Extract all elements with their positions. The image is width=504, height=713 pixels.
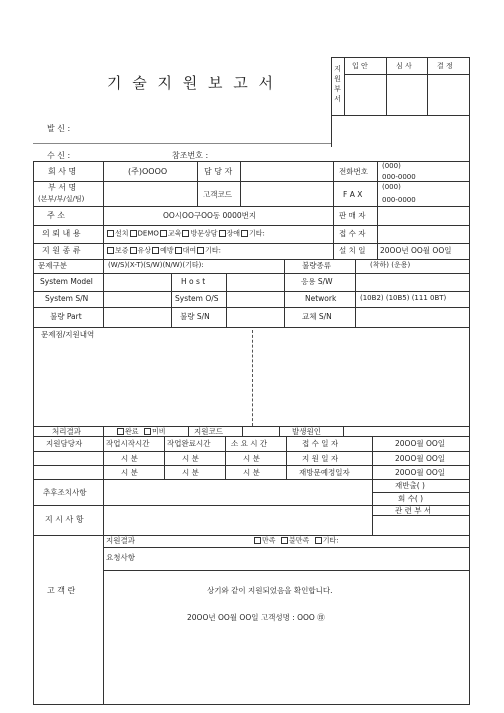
checkbox[interactable] [130, 230, 137, 237]
col-support-staff: 지원담당자 [46, 439, 83, 448]
checkbox[interactable] [175, 247, 182, 254]
option-complete: 완료 [125, 427, 139, 436]
approval-col-draft: 입 안 [352, 62, 368, 70]
checkbox[interactable] [254, 537, 261, 544]
problem-type-value: (W/S)(X-T)(S/W)(N/W)(기타): [108, 261, 204, 269]
confirmation-text: 상기와 같이 지원되었음을 확인합니다. [207, 586, 333, 595]
receiver-label: 수 신 : [47, 151, 71, 160]
system-os-label: System O/S [175, 294, 219, 303]
approval-col-decision: 결 정 [437, 62, 453, 70]
collection-label: 회 수( ) [398, 494, 424, 503]
checkbox[interactable] [107, 247, 114, 254]
host-label: H o s t [181, 277, 206, 286]
option-visit: 방문상담 [190, 229, 218, 238]
phone-value-number: 000-0000 [382, 173, 416, 181]
defect-type-label: 불량종류 [302, 261, 331, 270]
option-unsatisfied: 불만족 [288, 536, 310, 545]
manager-label: 담 당 자 [204, 167, 233, 176]
fax-value-area: (000) [382, 183, 401, 191]
related-dept-label: 관 련 부 서 [395, 506, 432, 515]
problem-type-label: 문제구분 [38, 261, 67, 270]
cause-label: 발생원인 [292, 427, 321, 436]
receipt-date-value: 20OO월 OO일 [395, 439, 446, 448]
support-result-label: 지원결과 [106, 536, 135, 545]
fax-label: F A X [343, 190, 363, 199]
checkbox[interactable] [197, 247, 204, 254]
address-label: 주 소 [47, 211, 65, 220]
option-paid: 유상 [137, 246, 152, 255]
company-name-label: 회 사 명 [48, 167, 77, 176]
revisit-out-label: 재반출( ) [395, 481, 425, 490]
checkbox[interactable] [117, 428, 124, 435]
receiver-field-label: 접 수 자 [339, 229, 366, 238]
install-date-value: 20OO년 OO월 OO일 [380, 246, 452, 255]
checkbox[interactable] [182, 230, 189, 237]
instruction-label: 지 시 사 항 [45, 515, 84, 524]
option-incomplete: 미비 [151, 427, 166, 436]
col-duration: 소 요 시 간 [231, 439, 268, 448]
checkbox[interactable] [152, 247, 159, 254]
install-date-label: 설 치 일 [339, 246, 366, 255]
checkbox[interactable] [241, 230, 248, 237]
duration-unit-2: 시 분 [243, 468, 260, 477]
support-date-value: 20OO월 OO일 [395, 454, 446, 463]
option-other: 기타: [322, 536, 339, 545]
checkbox[interactable] [130, 247, 137, 254]
sender-label: 발 신 : [47, 124, 71, 133]
support-type-options [106, 247, 221, 255]
process-result-label: 처리결과 [52, 427, 81, 436]
checkbox[interactable] [144, 428, 151, 435]
request-options [106, 230, 265, 238]
request-items-label: 요청사항 [106, 553, 135, 562]
reference-number-label: 참조번호 : [172, 151, 209, 160]
option-other: 기타: [249, 229, 265, 238]
phone-value-area: (000) [382, 162, 401, 170]
checkbox[interactable] [281, 537, 288, 544]
company-name-value: (주)OOOO [128, 167, 168, 176]
option-failure: 장애 [226, 229, 241, 238]
approval-col-review: 심 사 [396, 62, 412, 70]
start-time-unit: 시 분 [121, 454, 138, 463]
checkbox[interactable] [160, 230, 167, 237]
defect-part-label: 불량 Part [50, 312, 82, 321]
option-demo: DEMO [137, 229, 159, 238]
page-title: 기 술 지 원 보 고 서 [107, 74, 277, 92]
followup-label: 추후조치사항 [43, 488, 87, 497]
option-other: 기타: [205, 246, 222, 255]
defect-type-value: (착하) (운용) [370, 261, 411, 269]
start-time-unit-2: 시 분 [121, 468, 138, 477]
option-rental: 대여 [182, 246, 197, 255]
system-model-label: System Model [40, 277, 93, 286]
col-end-time: 작업완료시간 [167, 439, 211, 448]
customer-section-label: 고 객 란 [47, 586, 76, 595]
system-sn-label: System S/N [45, 294, 89, 303]
option-preventive: 예방 [160, 246, 174, 255]
phone-label: 전화번호 [339, 167, 368, 176]
defect-sn-label: 불량 S/N [180, 312, 210, 321]
seller-label: 판 매 자 [339, 211, 366, 220]
col-receipt-date: 접 수 일 자 [302, 439, 339, 448]
end-time-unit-2: 시 분 [182, 468, 199, 477]
approval-side-label: 지 원 부 서 [334, 65, 341, 103]
duration-unit: 시 분 [243, 454, 260, 463]
option-warranty: 보증 [115, 246, 129, 255]
revisit-date-label: 재방문예정일자 [299, 468, 350, 477]
support-code-label: 지원코드 [194, 427, 223, 436]
department-label: 부 서 명 [48, 183, 77, 192]
checkbox[interactable] [315, 537, 322, 544]
request-label: 의 뢰 내 용 [42, 229, 81, 238]
col-start-time: 작업시작시간 [106, 439, 150, 448]
checkbox[interactable] [219, 230, 226, 237]
issue-details-label: 문제점/지원내역 [41, 330, 95, 339]
address-value: OO시OO구OO동 0000번지 [163, 211, 257, 220]
signature-line: 20OO년 OO월 OO일 고객성명 : OOO ㊞ [187, 613, 325, 622]
application-sw-label: 응용 S/W [301, 277, 333, 286]
support-date-label: 지 원 일 자 [302, 454, 339, 463]
network-label: Network [305, 294, 337, 303]
option-satisfied: 만족 [262, 536, 276, 545]
replace-sn-label: 교체 S/N [302, 312, 332, 321]
support-type-label: 지 원 종 류 [42, 246, 81, 255]
checkbox[interactable] [107, 230, 114, 237]
option-education: 교육 [167, 229, 182, 238]
fax-value-number: 000-0000 [382, 196, 416, 204]
network-value: (10B2) (10B5) (111 0BT) [360, 294, 447, 302]
revisit-date-value: 20OO월 OO일 [395, 468, 446, 477]
satisfaction-options [253, 537, 339, 545]
end-time-unit: 시 분 [182, 454, 199, 463]
option-install: 설치 [115, 229, 129, 238]
customer-code-label: 고객코드 [203, 190, 232, 199]
department-sublabel: (본부/부/실/팀) [38, 195, 85, 203]
process-result-options [116, 428, 166, 436]
